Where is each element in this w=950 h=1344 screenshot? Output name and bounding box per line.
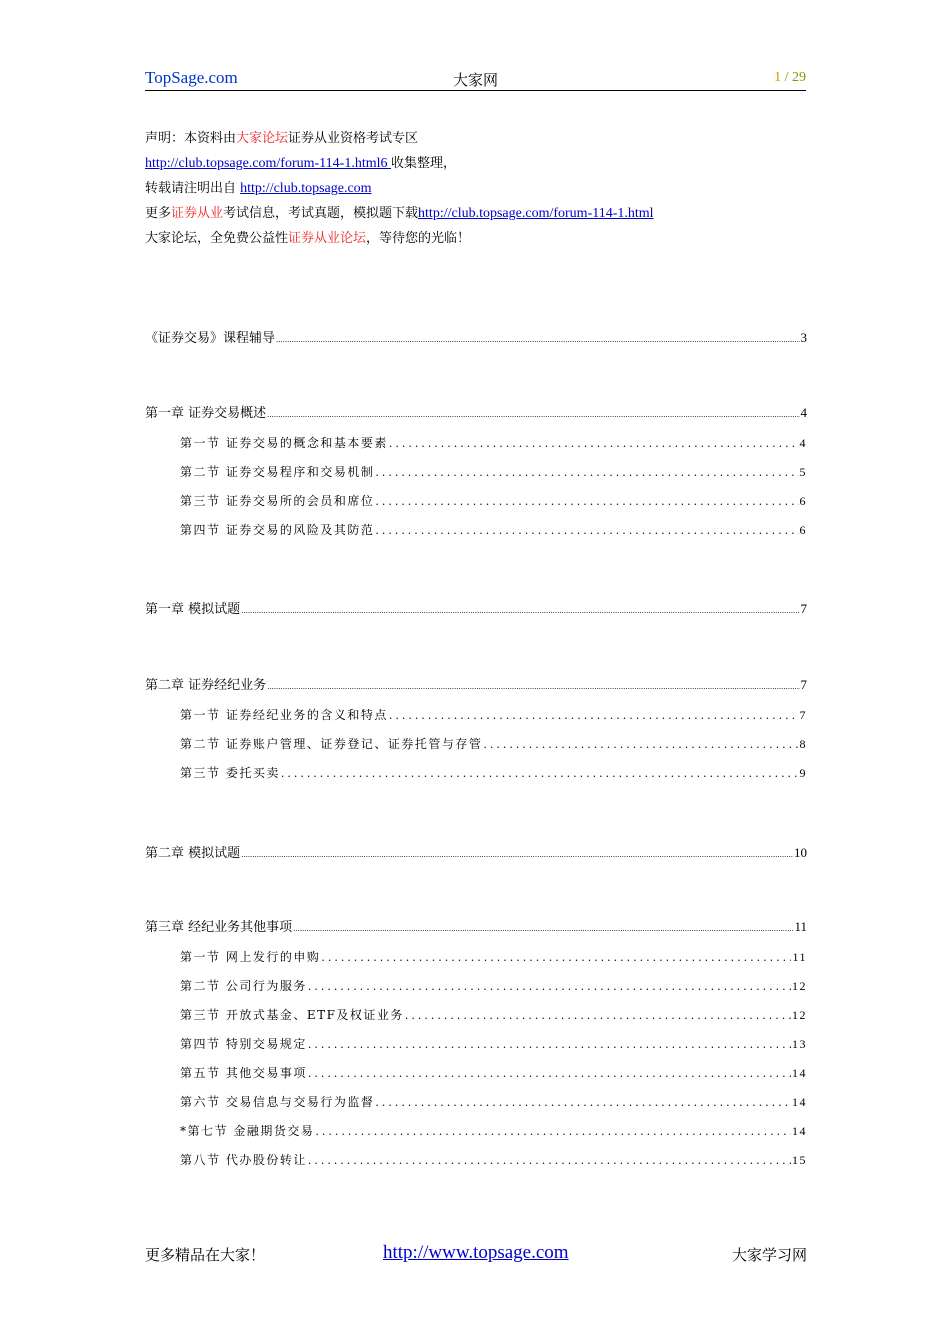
toc-page: 7 xyxy=(800,601,807,616)
header-title: 大家网 xyxy=(452,71,498,89)
page-total: 29 xyxy=(792,70,806,85)
toc-leader xyxy=(375,524,798,537)
toc-entry[interactable] xyxy=(145,977,807,994)
toc-leader xyxy=(389,437,799,450)
toc-entry[interactable] xyxy=(145,1122,807,1139)
declaration xyxy=(145,126,654,251)
decl-text: 大家论坛，全免费公益性 xyxy=(145,231,289,246)
toc-entry[interactable] xyxy=(145,842,807,861)
decl-text: 收集整理， xyxy=(391,156,457,171)
footer-site-name: 大家学习网 xyxy=(731,1246,807,1264)
club-link[interactable]: http://club.topsage.com xyxy=(240,181,372,196)
toc-title: 第二章 模拟试题 xyxy=(145,846,241,861)
decl-text: 证券从业资格考试专区 xyxy=(288,131,419,146)
toc-leader xyxy=(241,851,793,859)
toc-title: 第二节 证券交易程序和交易机制 xyxy=(180,465,375,479)
toc-entry[interactable] xyxy=(145,1035,807,1052)
toc-entry[interactable] xyxy=(145,327,807,346)
toc-page: 11 xyxy=(792,950,807,964)
toc-page: 4 xyxy=(800,405,807,420)
decl-highlight: 证券从业 xyxy=(171,206,224,221)
toc-leader xyxy=(321,951,791,964)
decl-text: ，等待您的光临！ xyxy=(366,231,471,246)
page-current: 1 xyxy=(774,70,782,85)
toc-title: 第五节 其他交易事项 xyxy=(180,1066,307,1080)
toc-entry[interactable] xyxy=(145,521,807,538)
declaration-line-3 xyxy=(145,176,654,201)
toc-page: 13 xyxy=(792,1037,807,1051)
page-separator: / xyxy=(781,70,792,85)
toc-leader xyxy=(315,1125,791,1138)
decl-highlight: 证券从业论坛 xyxy=(288,231,367,246)
toc-title: 第三章 经纪业务其他事项 xyxy=(145,920,293,935)
toc-leader xyxy=(375,466,798,479)
toc-page: 3 xyxy=(800,330,807,345)
toc-leader xyxy=(389,709,799,722)
declaration-line-4 xyxy=(145,201,654,226)
toc-leader xyxy=(281,767,799,780)
toc-page: 14 xyxy=(792,1066,807,1080)
decl-text: 考试信息，考试真题，模拟题下载 xyxy=(223,206,419,221)
decl-text: 转载请注明出自 xyxy=(145,181,241,196)
toc-title: 第二章 证券经纪业务 xyxy=(145,678,267,693)
toc-title: 第一章 模拟试题 xyxy=(145,602,241,617)
toc-title: 第三节 开放式基金、ETF及权证业务 xyxy=(180,1008,404,1022)
footer-site-link[interactable]: http://www.topsage.com xyxy=(383,1242,569,1263)
page-header xyxy=(145,68,806,91)
toc-entry[interactable] xyxy=(145,706,807,723)
toc-entry[interactable] xyxy=(145,492,807,509)
page-number xyxy=(774,70,806,86)
toc-page: 8 xyxy=(799,737,807,751)
toc-page: 10 xyxy=(794,845,807,860)
toc-title: 第二节 公司行为服务 xyxy=(180,979,307,993)
toc-title: 第四节 证券交易的风险及其防范 xyxy=(180,523,375,537)
toc-title: 第六节 交易信息与交易行为监督 xyxy=(180,1095,375,1109)
toc-title: 第八节 代办股份转让 xyxy=(180,1153,307,1167)
toc-title: *第七节 金融期货交易 xyxy=(180,1124,315,1138)
toc-leader xyxy=(308,980,791,993)
toc-entry[interactable] xyxy=(145,948,807,965)
toc-title: 第二节 证券账户管理、证券登记、证券托管与存管 xyxy=(180,737,483,751)
decl-text: 声明：本资料由 xyxy=(145,131,237,146)
toc-entry[interactable] xyxy=(145,434,807,451)
declaration-line-1 xyxy=(145,126,654,151)
toc-page: 15 xyxy=(792,1153,807,1167)
toc-leader xyxy=(375,495,798,508)
toc-page: 12 xyxy=(792,979,807,993)
toc-title: 第一章 证券交易概述 xyxy=(145,406,267,421)
toc-entry[interactable] xyxy=(145,1093,807,1110)
toc-page: 7 xyxy=(800,677,807,692)
toc-title: 《证券交易》课程辅导 xyxy=(145,331,276,346)
toc-leader xyxy=(375,1096,791,1109)
decl-highlight: 大家论坛 xyxy=(236,131,289,146)
toc-entry[interactable] xyxy=(145,402,807,421)
toc-title: 第三节 委托买卖 xyxy=(180,766,280,780)
toc-title: 第一节 证券交易的概念和基本要素 xyxy=(180,436,388,450)
page-footer xyxy=(145,1242,807,1266)
toc-page: 11 xyxy=(794,919,807,934)
toc-title: 第一节 证券经纪业务的含义和特点 xyxy=(180,708,388,722)
toc-leader xyxy=(293,925,793,933)
toc-leader xyxy=(276,336,799,344)
toc-entry[interactable] xyxy=(145,764,807,781)
toc-entry[interactable] xyxy=(145,1006,807,1023)
toc-page: 6 xyxy=(799,523,807,537)
toc-entry[interactable] xyxy=(145,598,807,617)
declaration-line-5 xyxy=(145,226,654,251)
forum-link[interactable]: http://club.topsage.com/forum-114-1.html6 xyxy=(145,156,391,171)
toc-page: 14 xyxy=(792,1095,807,1109)
toc-leader xyxy=(241,607,799,615)
toc-title: 第三节 证券交易所的会员和席位 xyxy=(180,494,375,508)
download-link[interactable]: http://club.topsage.com/forum-114-1.html xyxy=(418,206,654,221)
footer-slogan: 更多精品在大家！ xyxy=(145,1246,266,1264)
toc-page: 4 xyxy=(799,436,807,450)
toc-page: 12 xyxy=(792,1008,807,1022)
toc-entry[interactable] xyxy=(145,916,807,935)
toc-page: 14 xyxy=(792,1124,807,1138)
toc-entry[interactable] xyxy=(145,674,807,693)
toc-page: 6 xyxy=(799,494,807,508)
toc-title: 第四节 特别交易规定 xyxy=(180,1037,307,1051)
toc-leader xyxy=(267,683,799,691)
header-site-name: TopSage.com xyxy=(145,68,238,87)
toc-entry[interactable] xyxy=(145,1151,807,1168)
toc-page: 7 xyxy=(799,708,807,722)
toc-leader xyxy=(308,1038,791,1051)
declaration-line-2 xyxy=(145,151,654,176)
toc-title: 第一节 网上发行的申购 xyxy=(180,950,321,964)
toc-entry[interactable] xyxy=(145,463,807,480)
toc-leader xyxy=(267,411,799,419)
toc-leader xyxy=(405,1009,791,1022)
toc-page: 5 xyxy=(799,465,807,479)
toc-entry[interactable] xyxy=(145,1064,807,1081)
toc-leader xyxy=(308,1067,791,1080)
toc-leader xyxy=(483,738,798,751)
toc-leader xyxy=(308,1154,791,1167)
toc-page: 9 xyxy=(799,766,807,780)
decl-text: 更多 xyxy=(145,206,172,221)
toc-entry[interactable] xyxy=(145,735,807,752)
